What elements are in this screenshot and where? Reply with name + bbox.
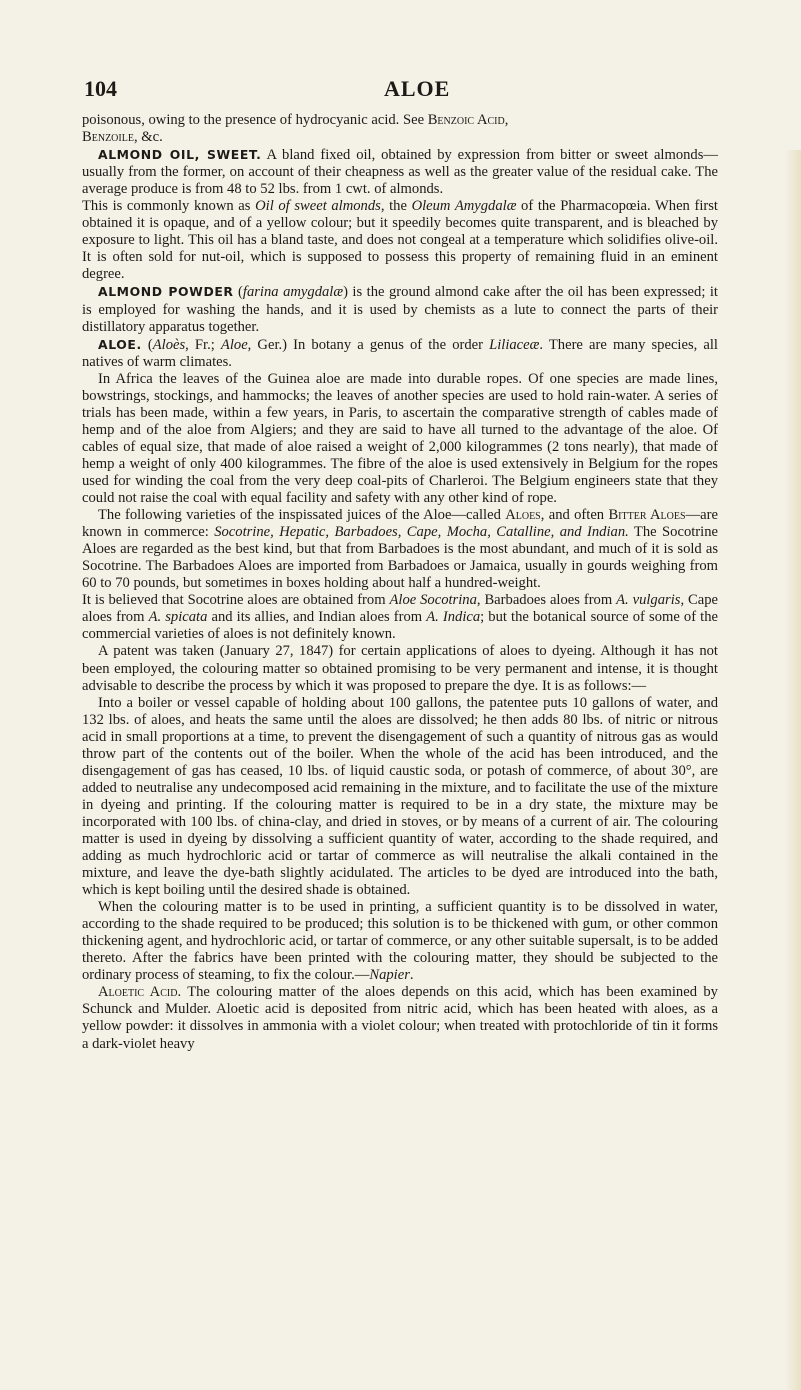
paragraph: Aloetic Acid. The colouring matter of the aloes depends on this acid, which has been examined by Schunck and Mulder. Aloetic acid is deposited from nitric acid, which has been heated with aloes, as a yellow powder: it dissolves in ammonia with a violet colour; when treated with protochloride of tin it forms a dark-violet heavy [82,984,718,1052]
paragraph: When the colouring matter is to be used in printing, a sufficient quantity is to be dissolved in water, according to the shade required to be produced; this solution is to be thickened with gum, or other common thickening agent, and hydrochloric acid, or tartar of commerce, or any other suitable supersalt, is to be added thereto. After the fabrics have been printed with the colouring matter, they should be subjected to the ordinary process of steaming, to fix the colour.—Napier. [82,899,718,984]
entry-heading: ALMOND POWDER [98,284,234,300]
entry-heading: ALMOND OIL, SWEET. [98,147,262,163]
page-header [84,76,714,102]
running-head: ALOE [384,76,451,101]
paragraph: In Africa the leaves of the Guinea aloe are made into durable ropes. Of one species are made lines, bowstrings, stockings, and hammocks; the leaves of another species are used to hold rain-water. A series of trials has been made, within a few years, in Paris, to ascertain the comparative strength of cables made of hemp and of the aloe from Algiers; and they are said to have all turned to the advantage of the aloe. Of cables of equal size, that made of aloe raised a weight of 2,000 kilogrammes (2 tons nearly), that made of hemp a weight of only 400 kilogrammes. The fibre of the aloe is used extensively in Belgium for the ropes used for winding the coal from the very deep coal-pits of Charleroi. The Belgium engineers state that they could not raise the coal with equal facility and safety with any other kind of rope. [82,370,718,507]
paragraph: It is believed that Socotrine aloes are obtained from Aloe Socotrina, Barbadoes aloes from A. vulgaris, Cape aloes from A. spicata and its allies, and Indian aloes from A. Indica; but the botanical source of some of the commercial varieties of aloes is not definitely known. [82,592,719,643]
continuation-paragraph: poisonous, owing to the presence of hydrocyanic acid. See Benzoic Acid, Benzoile, &c. [82,112,509,146]
entry-almond-powder: ALMOND POWDER (farina amygdalæ) is the ground almond cake after the oil has been expressed; it is employed for washing the hands, and it is used by chemists as a lute to connect the parts of their distillatory apparatus together. [82,284,718,335]
paragraph: This is commonly known as Oil of sweet almonds, the Oleum Amygdalæ of the Pharmacopœia. When first obtained it is opaque, and of a yellow colour; but it speedily becomes quite transparent, and is bleached by exposure to light. This oil has a bland taste, and does not congeal at a temperature which solidifies olive-oil. It is often sold for nut-oil, which is supposed to possess this property of remaining fluid in an eminent degree. [82,198,718,283]
entry-almond-oil: ALMOND OIL, SWEET. A bland fixed oil, obtained by expression from bitter or sweet almonds—usually from the former, on account of their cheapness as well as the greater value of the residual cake. The average produce is from 48 to 52 lbs. from 1 cwt. of almonds. [82,147,718,198]
entry-aloe: ALOE. (Aloès, Fr.; Aloe, Ger.) In botany a genus of the order Liliaceæ. There are many species, all natives of warm climates. [82,336,718,370]
page-body [82,112,718,1053]
cross-reference: Benzoile [82,129,134,146]
entry-subheading: Aloetic Acid [98,984,178,1001]
paragraph: A patent was taken (January 27, 1847) for certain applications of aloes to dyeing. Although it has not been employed, the colouring matter so obtained promising to be very permanent and intense, it is thought advisable to describe the process by which it was proposed to prepare the dye. It is as follows:— [82,643,718,694]
cross-reference: Benzoic Acid [427,112,505,128]
page-number: 104 [84,76,117,101]
paragraph: Into a boiler or vessel capable of holding about 100 gallons, the patentee puts 10 gallons of water, and 132 lbs. of aloes, and heats the same until the aloes are dissolved; he then adds 80 lbs. of nitric or nitrous acid in small proportions at a time, to prevent the disengagement of such a quantity of nitrous gas as would throw part of the contents out of the boiler. When the whole of the acid has been introduced, and the disengagement of gas has ceased, 10 lbs. of liquid caustic soda, or potash of commerce, of about 30°, are added to neutralise any undecomposed acid remaining in the mixture, and to facilitate the use of the mixture in dyeing and printing. If the colouring matter is required to be in a dry state, the mixture may be incorporated with 100 lbs. of china-clay, and dried in stoves, or by means of a current of air. The colouring matter is used in dyeing by dissolving a sufficient quantity of water, according to the shade required, and adding as much hydrochloric acid or tartar of commerce as will neutralise the alkali contained in the mixture, and leave the dye-bath slightly acidulated. The articles to be dyed are introduced into the bath, which is kept boiling until the desired shade is obtained. [82,694,718,899]
paragraph: The following varieties of the inspissated juices of the Aloe—called Aloes, and often Bitter Aloes—are known in commerce: Socotrine, Hepatic, Barbadoes, Cape, Mocha, Catalline, and Indian. The Socotrine Aloes are regarded as the best kind, but that from Barbadoes is the most abundant, and much of it is sold as Socotrine. The Barbadoes Aloes are imported from Barbadoes or Jamaica, usually in gourds weighing from 60 to 70 pounds, but sometimes in boxes holding about half a hundred-weight. [82,507,718,592]
page-edge-shading [785,150,801,1390]
entry-heading: ALOE. [98,336,142,352]
